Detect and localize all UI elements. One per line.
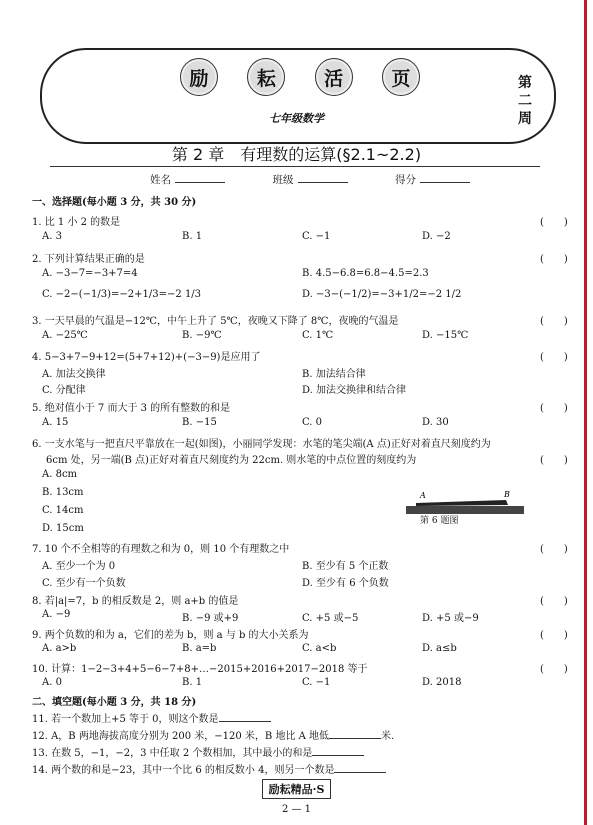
- answer-paren[interactable]: ( ): [540, 455, 568, 466]
- question-text: 10. 计算：1−2−3+4+5−6−7+8+…−2015+2016+2017−2018 等于: [32, 664, 368, 675]
- option[interactable]: C. 14cm: [42, 505, 84, 516]
- name-label: 姓名: [150, 174, 171, 186]
- question-stem: 13. 在数 5，−1，−2，3 中任取 2 个数相加，其中最小的和是: [32, 748, 313, 759]
- option[interactable]: C. 至少有一个负数: [42, 578, 126, 589]
- question-text: 3. 一天早晨的气温是−12℃，中午上升了 5℃，夜晚又下降了 8℃，夜晚的气温是: [32, 316, 399, 327]
- option[interactable]: A. 0: [42, 677, 62, 688]
- question-stem: 14. 两个数的和是−23，其中一个比 6 的相反数小 4，则另一个数是: [32, 765, 335, 776]
- option[interactable]: D. a≤b: [422, 643, 457, 654]
- option[interactable]: A. −25℃: [42, 330, 88, 341]
- question-text: 2. 下列计算结果正确的是: [32, 254, 145, 265]
- week-char: 周: [518, 111, 532, 127]
- section-heading: 二、填空题(每小题 3 分，共 18 分): [32, 697, 197, 708]
- answer-paren[interactable]: ( ): [540, 403, 568, 414]
- pen: [416, 500, 508, 506]
- title-char: 耘: [247, 58, 285, 96]
- option[interactable]: C. a<b: [302, 643, 337, 654]
- option[interactable]: B. a=b: [182, 643, 217, 654]
- option[interactable]: C. −2−(−1/3)=−2+1/3=−2 1/3: [42, 289, 202, 300]
- answer-paren[interactable]: ( ): [540, 596, 568, 607]
- question-text: 7. 10 个不全相等的有理数之和为 0，则 10 个有理数之中: [32, 544, 290, 555]
- question-stem: 12. A，B 两地海拔高度分别为 200 米，−120 米，B 地比 A 地低: [32, 731, 330, 742]
- question-stem: 米.: [381, 731, 395, 742]
- answer-blank[interactable]: [329, 738, 381, 739]
- option[interactable]: D. 加法交换律和结合律: [302, 385, 407, 396]
- question-text: 9. 两个负数的和为 a，它们的差为 b，则 a 与 b 的大小关系为: [32, 630, 309, 641]
- option[interactable]: B. −9℃: [182, 330, 222, 341]
- option[interactable]: A. 加法交换律: [42, 369, 106, 380]
- question-text: [32, 744, 364, 759]
- title: [180, 58, 420, 96]
- answer-paren[interactable]: ( ): [540, 254, 568, 265]
- option[interactable]: A. 至少一个为 0: [42, 561, 116, 572]
- option[interactable]: C. +5 或−5: [302, 613, 359, 624]
- option[interactable]: D. −2: [422, 231, 451, 242]
- answer-paren[interactable]: ( ): [540, 630, 568, 641]
- question-text: 1. 比 1 小 2 的数是: [32, 217, 121, 228]
- option[interactable]: B. 1: [182, 677, 203, 688]
- answer-blank[interactable]: [334, 772, 386, 773]
- footer-brand: 励耘精品·S: [262, 779, 332, 799]
- student-info: [150, 172, 470, 187]
- answer-paren[interactable]: ( ): [540, 664, 568, 675]
- question-text: [32, 761, 386, 776]
- blank-line: [175, 182, 225, 183]
- point-b-label: B: [504, 490, 510, 499]
- answer-blank[interactable]: [219, 721, 271, 722]
- answer-paren[interactable]: ( ): [540, 352, 568, 363]
- option[interactable]: B. 加法结合律: [302, 369, 366, 380]
- option[interactable]: B. −9 或+9: [182, 613, 239, 624]
- option[interactable]: C. 1℃: [302, 330, 334, 341]
- answer-paren[interactable]: ( ): [540, 544, 568, 555]
- option[interactable]: C. −1: [302, 677, 331, 688]
- chapter-title: 第 2 章 有理数的运算(§2.1~2.2): [171, 145, 422, 164]
- divider: [50, 166, 540, 167]
- answer-paren[interactable]: ( ): [540, 316, 568, 327]
- blank-line: [420, 182, 470, 183]
- question-text: 5. 绝对值小于 7 而大于 3 的所有整数的和是: [32, 403, 231, 414]
- question-text: 4. 5−3+7−9+12=(5+7+12)+(−3−9)是应用了: [32, 352, 261, 363]
- footer: [0, 779, 593, 799]
- week-char: 二: [518, 93, 532, 109]
- score-label: 得分: [395, 174, 416, 186]
- option[interactable]: B. 13cm: [42, 487, 84, 498]
- section-heading: 一、选择题(每小题 3 分，共 30 分): [32, 197, 197, 208]
- class-label: 班级: [272, 174, 294, 186]
- option[interactable]: B. 4.5−6.8=6.8−4.5=2.3: [302, 268, 429, 279]
- option[interactable]: A. −3−7=−3+7=4: [42, 268, 138, 279]
- week-char: 第: [518, 75, 532, 91]
- option[interactable]: A. 15: [42, 417, 69, 428]
- question-text: [32, 710, 271, 725]
- question-text: 6. 一支水笔与一把直尺平靠放在一起(如图)，小丽同学发现：水笔的笔尖端(A 点)正好对着直尺刻度约为: [32, 439, 491, 450]
- option[interactable]: A. −9: [42, 609, 71, 620]
- title-char: 励: [180, 58, 218, 96]
- page-number: 2 — 1: [281, 804, 312, 815]
- question-text: 6cm 处，另一端(B 点)正好对着直尺刻度约为 22cm. 则水笔的中点位置的刻度约为: [46, 455, 417, 466]
- question-stem: 11. 若一个数加上+5 等于 0，则这个数是: [32, 714, 219, 725]
- option[interactable]: B. −15: [182, 417, 217, 428]
- option[interactable]: D. −3−(−1/2)=−3+1/2=−2 1/2: [302, 289, 462, 300]
- week-label: [512, 74, 538, 128]
- question-text: [32, 727, 394, 742]
- option[interactable]: D. +5 或−9: [422, 613, 479, 624]
- answer-blank[interactable]: [312, 755, 364, 756]
- option[interactable]: D. 15cm: [42, 523, 84, 534]
- option[interactable]: D. 2018: [422, 677, 462, 688]
- option[interactable]: C. −1: [302, 231, 331, 242]
- question-text: 8. 若|a|=7，b 的相反数是 2，则 a+b 的值是: [32, 596, 239, 607]
- option[interactable]: A. 8cm: [42, 469, 78, 480]
- blank-line: [298, 182, 348, 183]
- class-field[interactable]: [273, 172, 348, 187]
- option[interactable]: B. 至少有 5 个正数: [302, 561, 389, 572]
- point-a-label: A: [420, 491, 426, 500]
- title-char: 页: [382, 58, 420, 96]
- name-field[interactable]: [150, 172, 225, 187]
- title-char: 活: [315, 58, 353, 96]
- figure-caption: 第 6 题图: [420, 516, 459, 526]
- grade-subject: 七年级数学: [269, 112, 324, 125]
- answer-paren[interactable]: ( ): [540, 217, 568, 228]
- option[interactable]: D. −15℃: [422, 330, 469, 341]
- option[interactable]: A. a>b: [42, 643, 77, 654]
- option[interactable]: C. 分配律: [42, 385, 86, 396]
- score-field[interactable]: [395, 172, 470, 187]
- option[interactable]: D. 30: [422, 417, 449, 428]
- option[interactable]: A. 3: [42, 231, 62, 242]
- option[interactable]: D. 至少有 6 个负数: [302, 578, 389, 589]
- option[interactable]: B. 1: [182, 231, 203, 242]
- option[interactable]: C. 0: [302, 417, 323, 428]
